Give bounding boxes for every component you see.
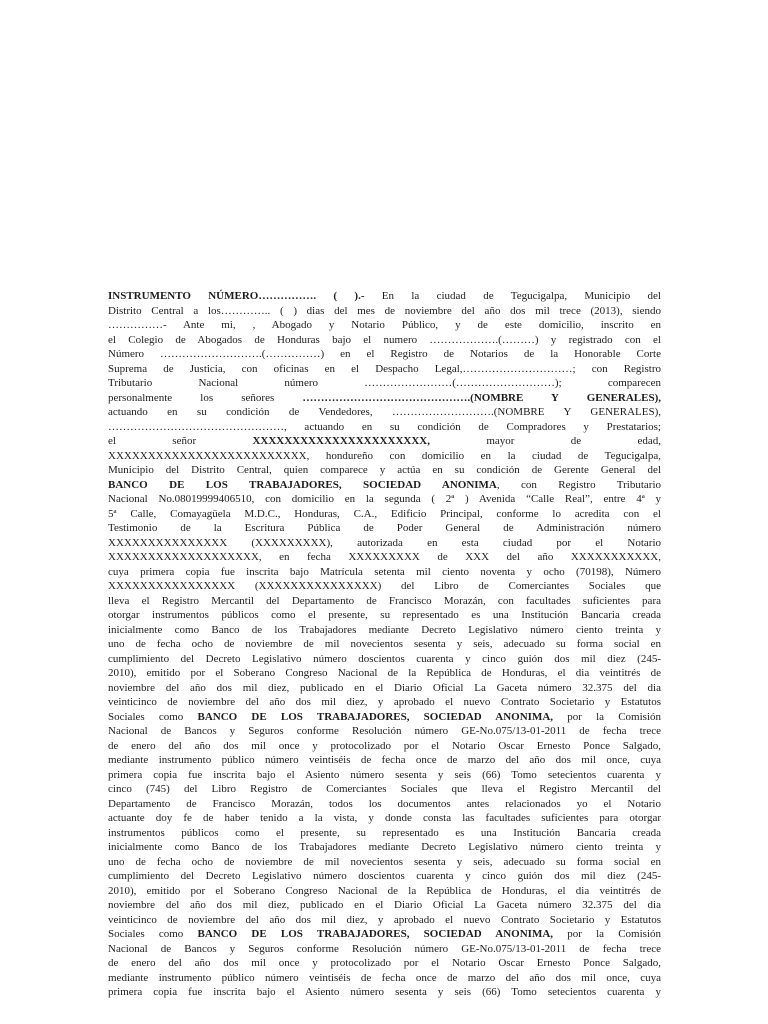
document-line xyxy=(108,521,661,536)
bold-text: BANCO DE LOS TRABAJADORES, SOCIEDAD ANONIMA, xyxy=(197,928,554,940)
text-run: primera copia fue inscrita bajo el Asiento número sesenta y seis (66) Tomo setecientos cuarenta y xyxy=(108,986,661,998)
document-line xyxy=(108,724,661,739)
bold-text: XXXXXXXXXXXXXXXXXXXXXX, xyxy=(252,435,430,447)
text-run: veinticinco de noviembre del año dos mil diez, y aprobado el nuevo Contrato Societario y Estatutos xyxy=(108,696,661,708)
text-run: cinco (745) del Libro Registro de Comerciantes Sociales que lleva el Registro Mercantil del xyxy=(108,783,661,795)
document-line xyxy=(108,405,661,420)
document-line xyxy=(108,739,661,754)
text-run: ……………- Ante mi, , Abogado y Notario Público, y de este domicilio, inscrito en xyxy=(108,319,661,331)
document-line xyxy=(108,420,661,435)
document-line xyxy=(108,681,661,696)
text-run: el Colegio de Abogados de Honduras bajo el numero ……………….(………) y registrado con el xyxy=(108,333,661,346)
text-run: XXXXXXXXXXXXXXXX (XXXXXXXXXXXXXXX) del Libro de Comerciantes Sociales que xyxy=(108,580,661,592)
bold-text: ……………………………………….(NOMBRE Y GENERALES), xyxy=(302,391,661,404)
text-run: uno de fecha ocho de noviembre de mil novecientos sesenta y seis, adecuado su forma social en xyxy=(108,638,661,650)
text-run: inicialmente como Banco de los Trabajadores mediante Decreto Legislativo número ciento treinta y xyxy=(108,841,661,853)
text-run: cuya primera copia fue inscrita bajo Matrícula setenta mil ciento noventa y ocho (70198), Número xyxy=(108,565,661,578)
text-run: …………………………………………, actuando en su condición de Compradores y Prestatarios; xyxy=(108,420,661,433)
text-run: Nacional de Bancos y Seguros conforme Resolución número GE-No.075/13-01-2011 de fecha trece xyxy=(108,942,661,955)
document-line xyxy=(108,942,661,957)
text-run: primera copia fue inscrita bajo el Asiento número sesenta y seis (66) Tomo setecientos cuarenta y xyxy=(108,768,661,781)
text-run: Distrito Central a los………….. ( ) dias del mes de noviembre del año dos mil trece (2013), siendo xyxy=(108,304,661,317)
document-line xyxy=(108,956,661,971)
document-line xyxy=(108,869,661,884)
document-line xyxy=(108,666,661,681)
document-line xyxy=(108,623,661,638)
text-run: mayor de edad, xyxy=(429,435,661,447)
document-line xyxy=(108,695,661,710)
text-run: 5ª Calle, Comayagüela M.D.C., Honduras, C.A., Edificio Principal, conforme lo acredita con el xyxy=(108,507,661,520)
document-line xyxy=(108,289,661,304)
document-line xyxy=(108,579,661,594)
text-run: Sociales como xyxy=(108,928,198,940)
text-run: XXXXXXXXXXXXXXXXXXX, en fecha XXXXXXXXX de XXX del año XXXXXXXXXXX, xyxy=(108,551,661,563)
document-line xyxy=(108,753,661,768)
bold-text: INSTRUMENTO NÚMERO……………. ( ).- xyxy=(108,290,365,302)
document-line xyxy=(108,347,661,362)
document-line xyxy=(108,304,661,319)
text-run: En la ciudad de Tegucigalpa, Municipio del xyxy=(364,290,661,302)
text-run: de enero del año dos mil once y protocolizado por el Notario Oscar Ernesto Ponce Salgado, xyxy=(108,957,661,969)
bold-text: BANCO DE LOS TRABAJADORES, SOCIEDAD ANONIMA, xyxy=(197,710,554,723)
document-line xyxy=(108,333,661,348)
text-run: Suprema de Justicia, con oficinas en el Despacho Legal,…………………………; con Registro xyxy=(108,362,661,375)
document-line xyxy=(108,971,661,986)
document-line xyxy=(108,913,661,928)
document-line xyxy=(108,840,661,855)
text-run: de enero del año dos mil once y protocolizado por el Notario Oscar Ernesto Ponce Salgado, xyxy=(108,739,661,752)
text-run: noviembre del año dos mil diez, publicado en el Diario Oficial La Gaceta número 32.375 del dia xyxy=(108,681,661,694)
text-run: por la Comisión xyxy=(553,928,661,940)
document-line xyxy=(108,362,661,377)
document-line xyxy=(108,855,661,870)
text-run: , con Registro Tributario xyxy=(496,478,661,491)
text-run: Nacional No.08019999406510, con domicilio en la segunda ( 2ª ) Avenida “Calle Real”, entre 4ª y xyxy=(108,493,661,505)
document-line xyxy=(108,898,661,913)
text-run: lleva el Registro Mercantil del Departamento de Francisco Morazán, con facultades suficientes para xyxy=(108,594,661,607)
document-line xyxy=(108,492,661,507)
document-line xyxy=(108,637,661,652)
text-run: Nacional de Bancos y Seguros conforme Resolución número GE-No.075/13-01-2011 de fecha trece xyxy=(108,725,661,737)
text-run: noviembre del año dos mil diez, publicado en el Diario Oficial La Gaceta número 32.375 del dia xyxy=(108,899,661,911)
document-line xyxy=(108,768,661,783)
text-run: el señor xyxy=(108,435,253,447)
document-line xyxy=(108,449,661,464)
document-line xyxy=(108,782,661,797)
text-run: Sociales como xyxy=(108,710,198,723)
document-line xyxy=(108,536,661,551)
text-run: por la Comisión xyxy=(553,710,661,723)
text-run: XXXXXXXXXXXXXXX (XXXXXXXXX), autorizada en esta ciudad por el Notario xyxy=(108,536,661,549)
document-line xyxy=(108,594,661,609)
document-line xyxy=(108,985,661,1000)
document-line xyxy=(108,376,661,391)
document-line xyxy=(108,811,661,826)
text-run: actuante doy fe de haber tenido a la vista, y donde consta las facultades suficientes para otorgar xyxy=(108,812,661,824)
document-line xyxy=(108,565,661,580)
text-run: Testimonio de la Escritura Pública de Poder General de Administración número xyxy=(108,522,661,534)
document-body xyxy=(108,289,661,1000)
text-run: 2010), emitido por el Soberano Congreso Nacional de la República de Honduras, el dia veintitrés de xyxy=(108,884,661,897)
bold-text: BANCO DE LOS TRABAJADORES, SOCIEDAD ANONIMA xyxy=(108,478,497,491)
text-run: XXXXXXXXXXXXXXXXXXXXXXXXX, hondureño con domicilio en la ciudad de Tegucigalpa, xyxy=(108,449,661,462)
text-run: cumplimiento del Decreto Legislativo número doscientos cuarenta y cinco guión dos mil diez (245- xyxy=(108,870,661,882)
text-run: personalmente los señores xyxy=(108,391,303,404)
document-line xyxy=(108,391,661,406)
document-line xyxy=(108,463,661,478)
text-run: uno de fecha ocho de noviembre de mil novecientos sesenta y seis, adecuado su forma social en xyxy=(108,855,661,868)
document-line xyxy=(108,507,661,522)
document-line xyxy=(108,826,661,841)
document-line xyxy=(108,478,661,493)
document-line xyxy=(108,652,661,667)
document-line xyxy=(108,884,661,899)
text-run: mediante instrumento público número veintiséis de fecha once de marzo del año dos mil once, cuya xyxy=(108,754,661,766)
document-line xyxy=(108,608,661,623)
text-run: actuando en su condición de Vendedores, ……………………….(NOMBRE Y GENERALES), xyxy=(108,406,661,418)
document-line xyxy=(108,710,661,725)
text-run: 2010), emitido por el Soberano Congreso Nacional de la República de Honduras, el dia veintitrés de xyxy=(108,667,661,679)
document-line xyxy=(108,550,661,565)
document-line xyxy=(108,927,661,942)
document-line xyxy=(108,434,661,449)
document-line xyxy=(108,797,661,812)
text-run: Municipio del Distrito Central, quien comparece y actúa en su condición de Gerente General del xyxy=(108,464,661,476)
text-run: Número ……………………….(……………) en el Registro de Notarios de la Honorable Corte xyxy=(108,348,661,360)
text-run: veinticinco de noviembre del año dos mil diez, y aprobado el nuevo Contrato Societario y Estatutos xyxy=(108,913,661,926)
text-run: cumplimiento del Decreto Legislativo número doscientos cuarenta y cinco guión dos mil diez (245- xyxy=(108,652,661,665)
text-run: inicialmente como Banco de los Trabajadores mediante Decreto Legislativo número ciento treinta y xyxy=(108,623,661,636)
text-run: Departamento de Francisco Morazán, todos los documentos antes relacionados yo el Notario xyxy=(108,797,661,810)
text-run: otorgar instrumentos públicos como el presente, su representado es una Institución Bancaria creada xyxy=(108,609,661,621)
text-run: mediante instrumento público número veintiséis de fecha once de marzo del año dos mil once, cuya xyxy=(108,971,661,984)
text-run: instrumentos públicos como el presente, su representado es una Institución Bancaria creada xyxy=(108,826,661,839)
text-run: Tributario Nacional número ……………………(………………………); comparecen xyxy=(108,377,661,389)
document-line xyxy=(108,318,661,333)
